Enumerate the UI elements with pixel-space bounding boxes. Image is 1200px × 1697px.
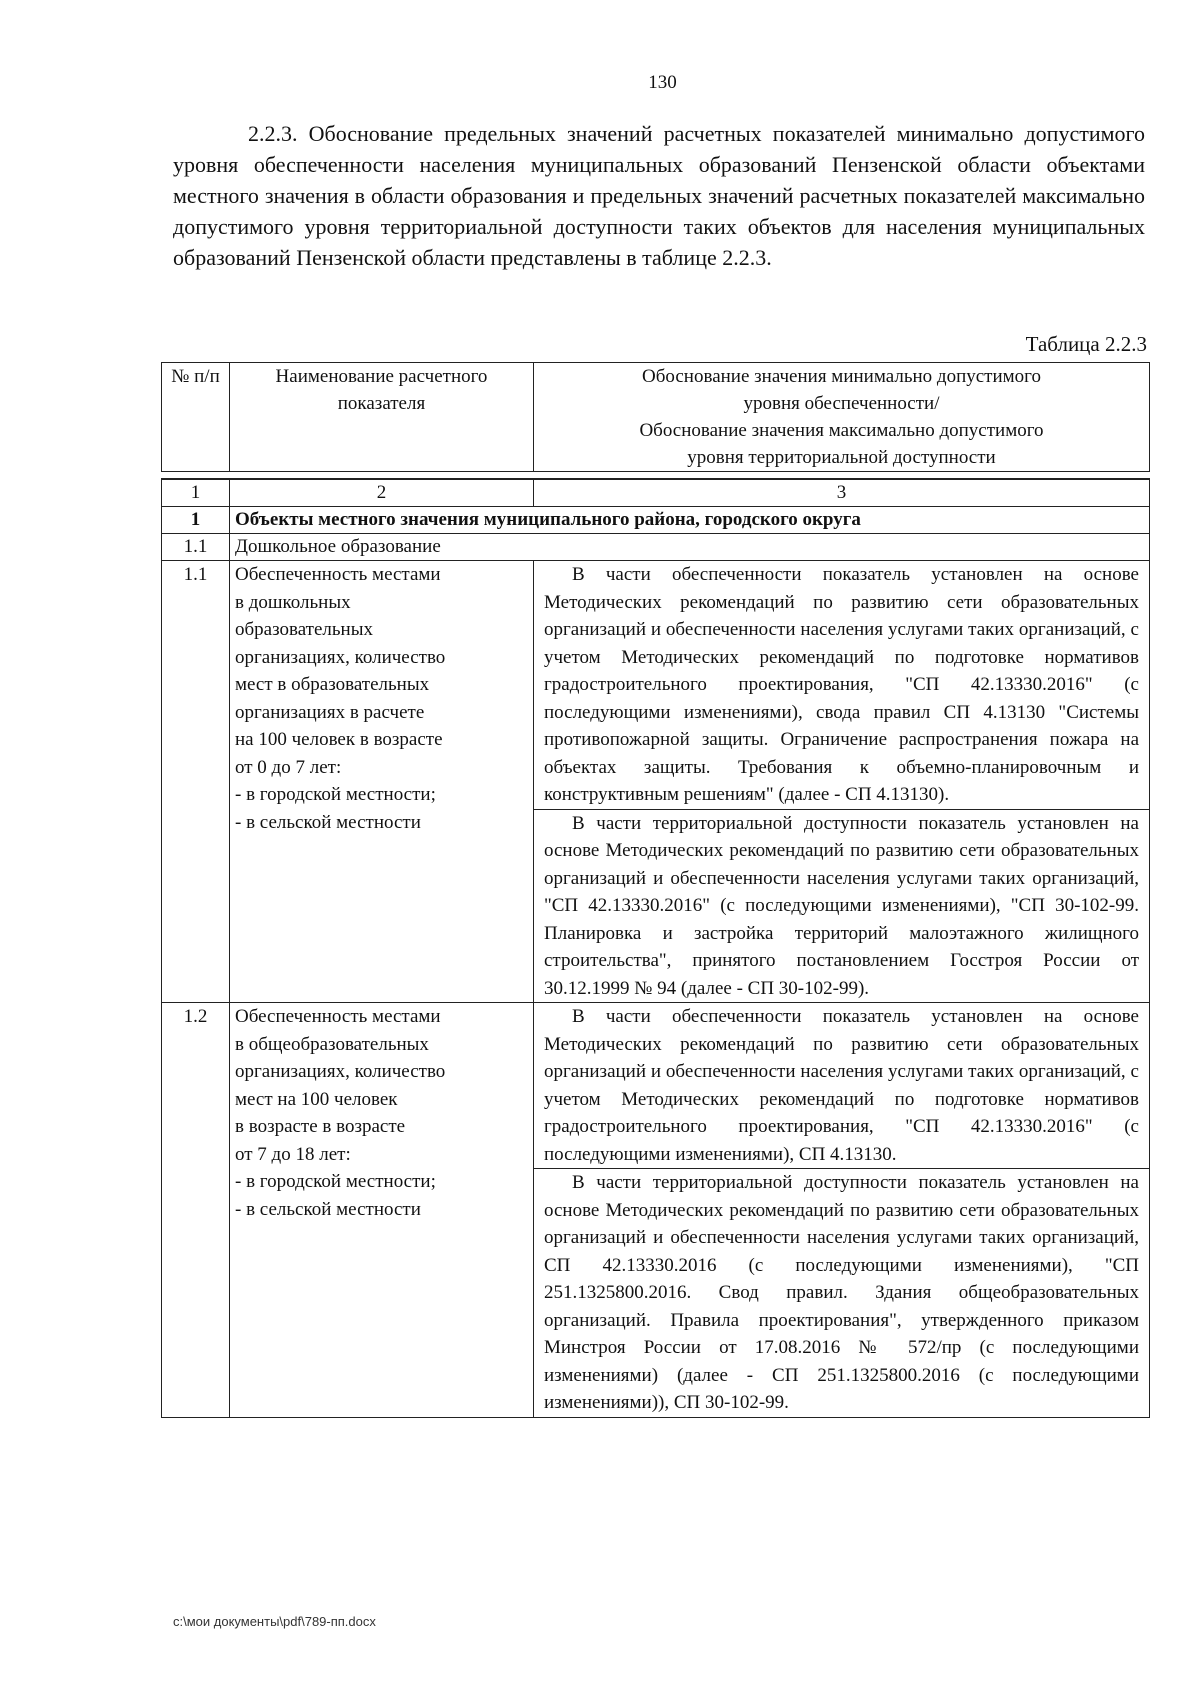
column-index: 1 xyxy=(162,479,230,507)
justification-provision: В части обеспеченности показатель установлен на основе Методических рекомендаций по развитию сети образовательных организаций и обеспеченности населения услугами таких организаций, с учетом Методических рекомендаций по подготовке нормативов градостроительного проектирования, "СП 42.13330.2016" (с последующими изменениями), свода правил СП 4.13130 "Системы противопожарной защиты. Ограничение распространения пожара на объектах защиты. Требования к объемно-планировочным и конструктивным решениям" (далее - СП 4.13130). xyxy=(534,561,1150,810)
table-caption: Таблица 2.2.3 xyxy=(1025,332,1147,356)
subsection-row xyxy=(162,534,1150,561)
intro-paragraph xyxy=(173,118,1145,273)
section-row xyxy=(162,507,1150,534)
row-number: 1.1 xyxy=(162,561,230,1003)
column-index: 2 xyxy=(230,479,534,507)
header-justification: Обоснование значения минимально допустимого уровня обеспеченности/ Обоснование значения максимально допустимого уровня территориальной доступности xyxy=(534,363,1150,472)
section-number: 1 xyxy=(162,507,230,534)
standards-table-container xyxy=(161,362,1149,1418)
header-number: № п/п xyxy=(162,363,230,472)
page-number: 130 xyxy=(648,72,677,93)
table-row xyxy=(162,561,1150,810)
row-number: 1.2 xyxy=(162,1003,230,1418)
footer-file-path: c:\мои документы\pdf\789-пп.docx xyxy=(173,1614,376,1629)
intro-text: 2.2.3. Обоснование предельных значений расчетных показателей минимально допустимого уровня обеспеченности населения муниципальных образований Пензенской области объектами местного значения в области образования и предельных значений расчетных показателей максимально допустимого уровня территориальной доступности таких объектов для населения муниципальных образований Пензенской области представлены в таблице 2.2.3. xyxy=(173,121,1145,270)
section-title: Объекты местного значения муниципального района, городского округа xyxy=(230,507,1150,534)
justification-accessibility: В части территориальной доступности показатель установлен на основе Методических рекомендаций по развитию сети образовательных организаций и обеспеченности населения услугами таких организаций, "СП 42.13330.2016" (с последующими изменениями), "СП 30-102-99. Планировка и застройка территорий малоэтажного жилищного строительства", принятого постановлением Госстроя России от 30.12.1999 № 94 (далее - СП 30-102-99). xyxy=(534,809,1150,1003)
subsection-number: 1.1 xyxy=(162,534,230,561)
header-separator xyxy=(162,472,1150,480)
column-index: 3 xyxy=(534,479,1150,507)
subsection-title: Дошкольное образование xyxy=(230,534,1150,561)
indicator-name: Обеспеченность местами в общеобразовательных организациях, количество мест на 100 человек в возрасте в возрасте от 7 до 18 лет: - в городской местности; - в сельской местности xyxy=(230,1003,534,1418)
justification-accessibility: В части территориальной доступности показатель установлен на основе Методических рекомендаций по развитию сети образовательных организаций и обеспеченности населения услугами таких организаций, СП 42.13330.2016 (с последующими изменениями), "СП 251.1325800.2016. Свод правил. Здания общеобразовательных организаций. Правила проектирования", утвержденного приказом Минстроя России от 17.08.2016 № 572/пр (с последующими изменениями) (далее - СП 251.1325800.2016 (с последующими изменениями)), СП 30-102-99. xyxy=(534,1169,1150,1418)
indicator-name: Обеспеченность местами в дошкольных образовательных организациях, количество мест в образовательных организациях в расчете на 100 человек в возрасте от 0 до 7 лет: - в городской местности; - в сельской местности xyxy=(230,561,534,1003)
table-header-row xyxy=(162,363,1150,472)
header-indicator-name: Наименование расчетного показателя xyxy=(230,363,534,472)
table-row xyxy=(162,1003,1150,1169)
standards-table xyxy=(161,362,1150,1418)
column-index-row xyxy=(162,479,1150,507)
justification-provision: В части обеспеченности показатель установлен на основе Методических рекомендаций по развитию сети образовательных организаций и обеспеченности населения услугами таких организаций, с учетом Методических рекомендаций по подготовке нормативов градостроительного проектирования, "СП 42.13330.2016" (с последующими изменениями), СП 4.13130. xyxy=(534,1003,1150,1169)
